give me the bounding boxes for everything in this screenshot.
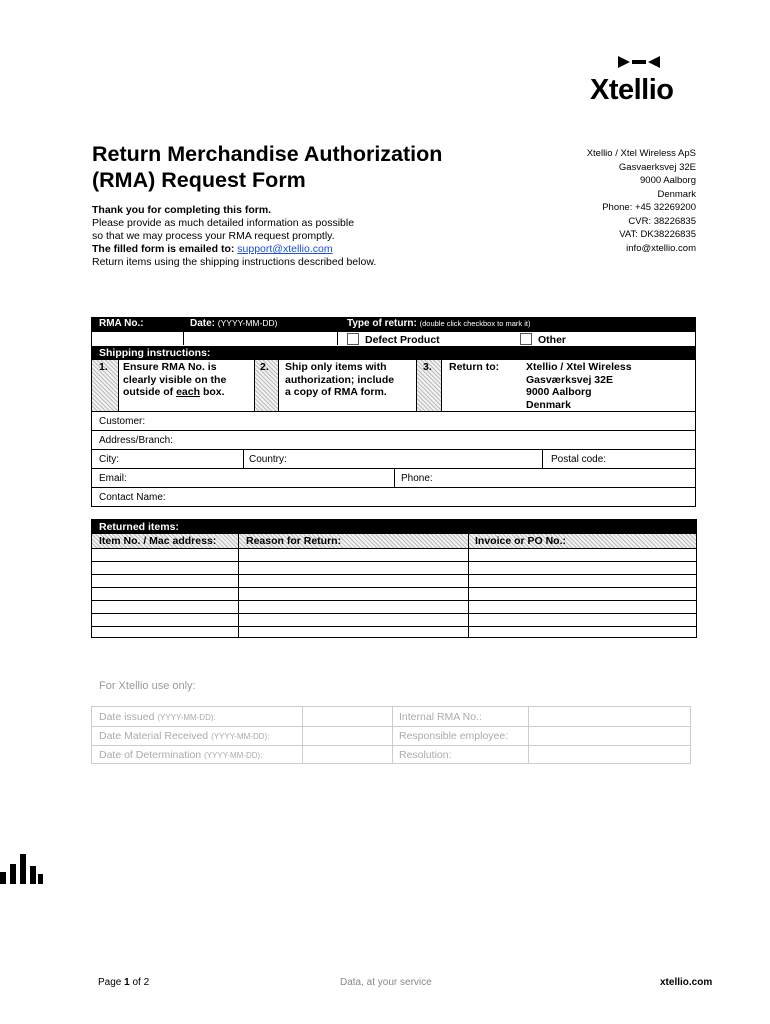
defect-product-option[interactable]: Defect Product (347, 333, 440, 346)
date-issued-label: Date issued (YYYY-MM-DD): (99, 711, 216, 723)
table-row[interactable] (92, 626, 696, 627)
country-field[interactable]: Country: (249, 454, 287, 465)
responsible-employee-label: Responsible employee: (399, 730, 509, 742)
table-row[interactable] (92, 613, 696, 614)
footer-site: xtellio.com (660, 977, 713, 988)
table-row[interactable] (92, 587, 696, 588)
internal-use-table (91, 706, 691, 764)
xtellio-logo-icon (618, 55, 660, 69)
postal-code-field[interactable]: Postal code: (551, 454, 607, 465)
page-number: Page 1 of 2 (98, 977, 150, 988)
customer-field[interactable]: Customer: (92, 411, 695, 430)
internal-rma-label: Internal RMA No.: (399, 711, 482, 723)
returned-items-header: Returned items: (92, 520, 696, 534)
shipping-header: Shipping instructions: (92, 346, 695, 360)
returned-items-table (91, 519, 697, 638)
support-email-link[interactable]: support@xtellio.com (237, 243, 333, 255)
email-field[interactable]: Email: (99, 473, 127, 484)
phone-field[interactable]: Phone: (401, 473, 433, 484)
defect-checkbox[interactable] (347, 333, 359, 345)
resolution-label: Resolution: (399, 749, 452, 761)
footer-tagline: Data, at your service (340, 977, 432, 988)
date-determination-label: Date of Determination (YYYY-MM-DD): (99, 749, 263, 761)
page-title: Return Merchandise Authorization (RMA) Request Form (92, 142, 443, 192)
date-input[interactable] (184, 332, 336, 345)
rma-number-input[interactable] (92, 332, 183, 345)
other-checkbox[interactable] (520, 333, 532, 345)
table-row[interactable] (92, 574, 696, 575)
rma-form: RMA No.: Date: (YYYY-MM-DD) Type of return: (double click checkbox to mark it) Defect Product Other Shipping instructions: 1. Ensure RMA No. is clearly visible on the outside of each box. 2. Ship only items with authorization; include a copy of RMA form. 3. Return to: Xtellio / Xtel Wireless Gasværksvej 32E 9000 Aalborg Denmark Customer: Address/Branch: City: Country: Postal code: Email: Phone: Contact Name: (91, 317, 696, 507)
city-field[interactable]: City: (99, 454, 119, 465)
table-row[interactable] (92, 561, 696, 562)
date-material-label: Date Material Received (YYYY-MM-DD): (99, 730, 270, 742)
return-address: Xtellio / Xtel Wireless Gasværksvej 32E 9000 Aalborg Denmark (526, 361, 632, 411)
company-address: Xtellio / Xtel Wireless ApS Gasvaerksvej 32E 9000 Aalborg Denmark Phone: +45 32269200 CVR: 38226835 VAT: DK38226835 info@xtellio.com (586, 148, 696, 254)
contact-name-field[interactable]: Contact Name: (92, 487, 695, 507)
brand-logo: Xtellio (590, 74, 674, 106)
step1-text: Ensure RMA No. is clearly visible on the outside of each box. (123, 361, 227, 398)
step2-text: Ship only items with authorization; include a copy of RMA form. (285, 361, 395, 398)
internal-use-title: For Xtellio use only: (99, 680, 196, 692)
form-header-row: RMA No.: Date: (YYYY-MM-DD) Type of return: (double click checkbox to mark it) (92, 318, 695, 331)
table-row[interactable] (92, 600, 696, 601)
other-option[interactable]: Other (520, 333, 566, 346)
bars-decoration-icon (0, 852, 44, 884)
returned-items-columns: Item No. / Mac address: Reason for Return: Invoice or PO No.: (92, 534, 696, 548)
address-field[interactable]: Address/Branch: (92, 430, 695, 449)
intro-text: Thank you for completing this form. Please provide as much detailed information as possible so that we may process your RMA request promptly. The filled form is emailed to: support@xtellio.com Return items using the shipping instructions described below. (92, 204, 377, 268)
